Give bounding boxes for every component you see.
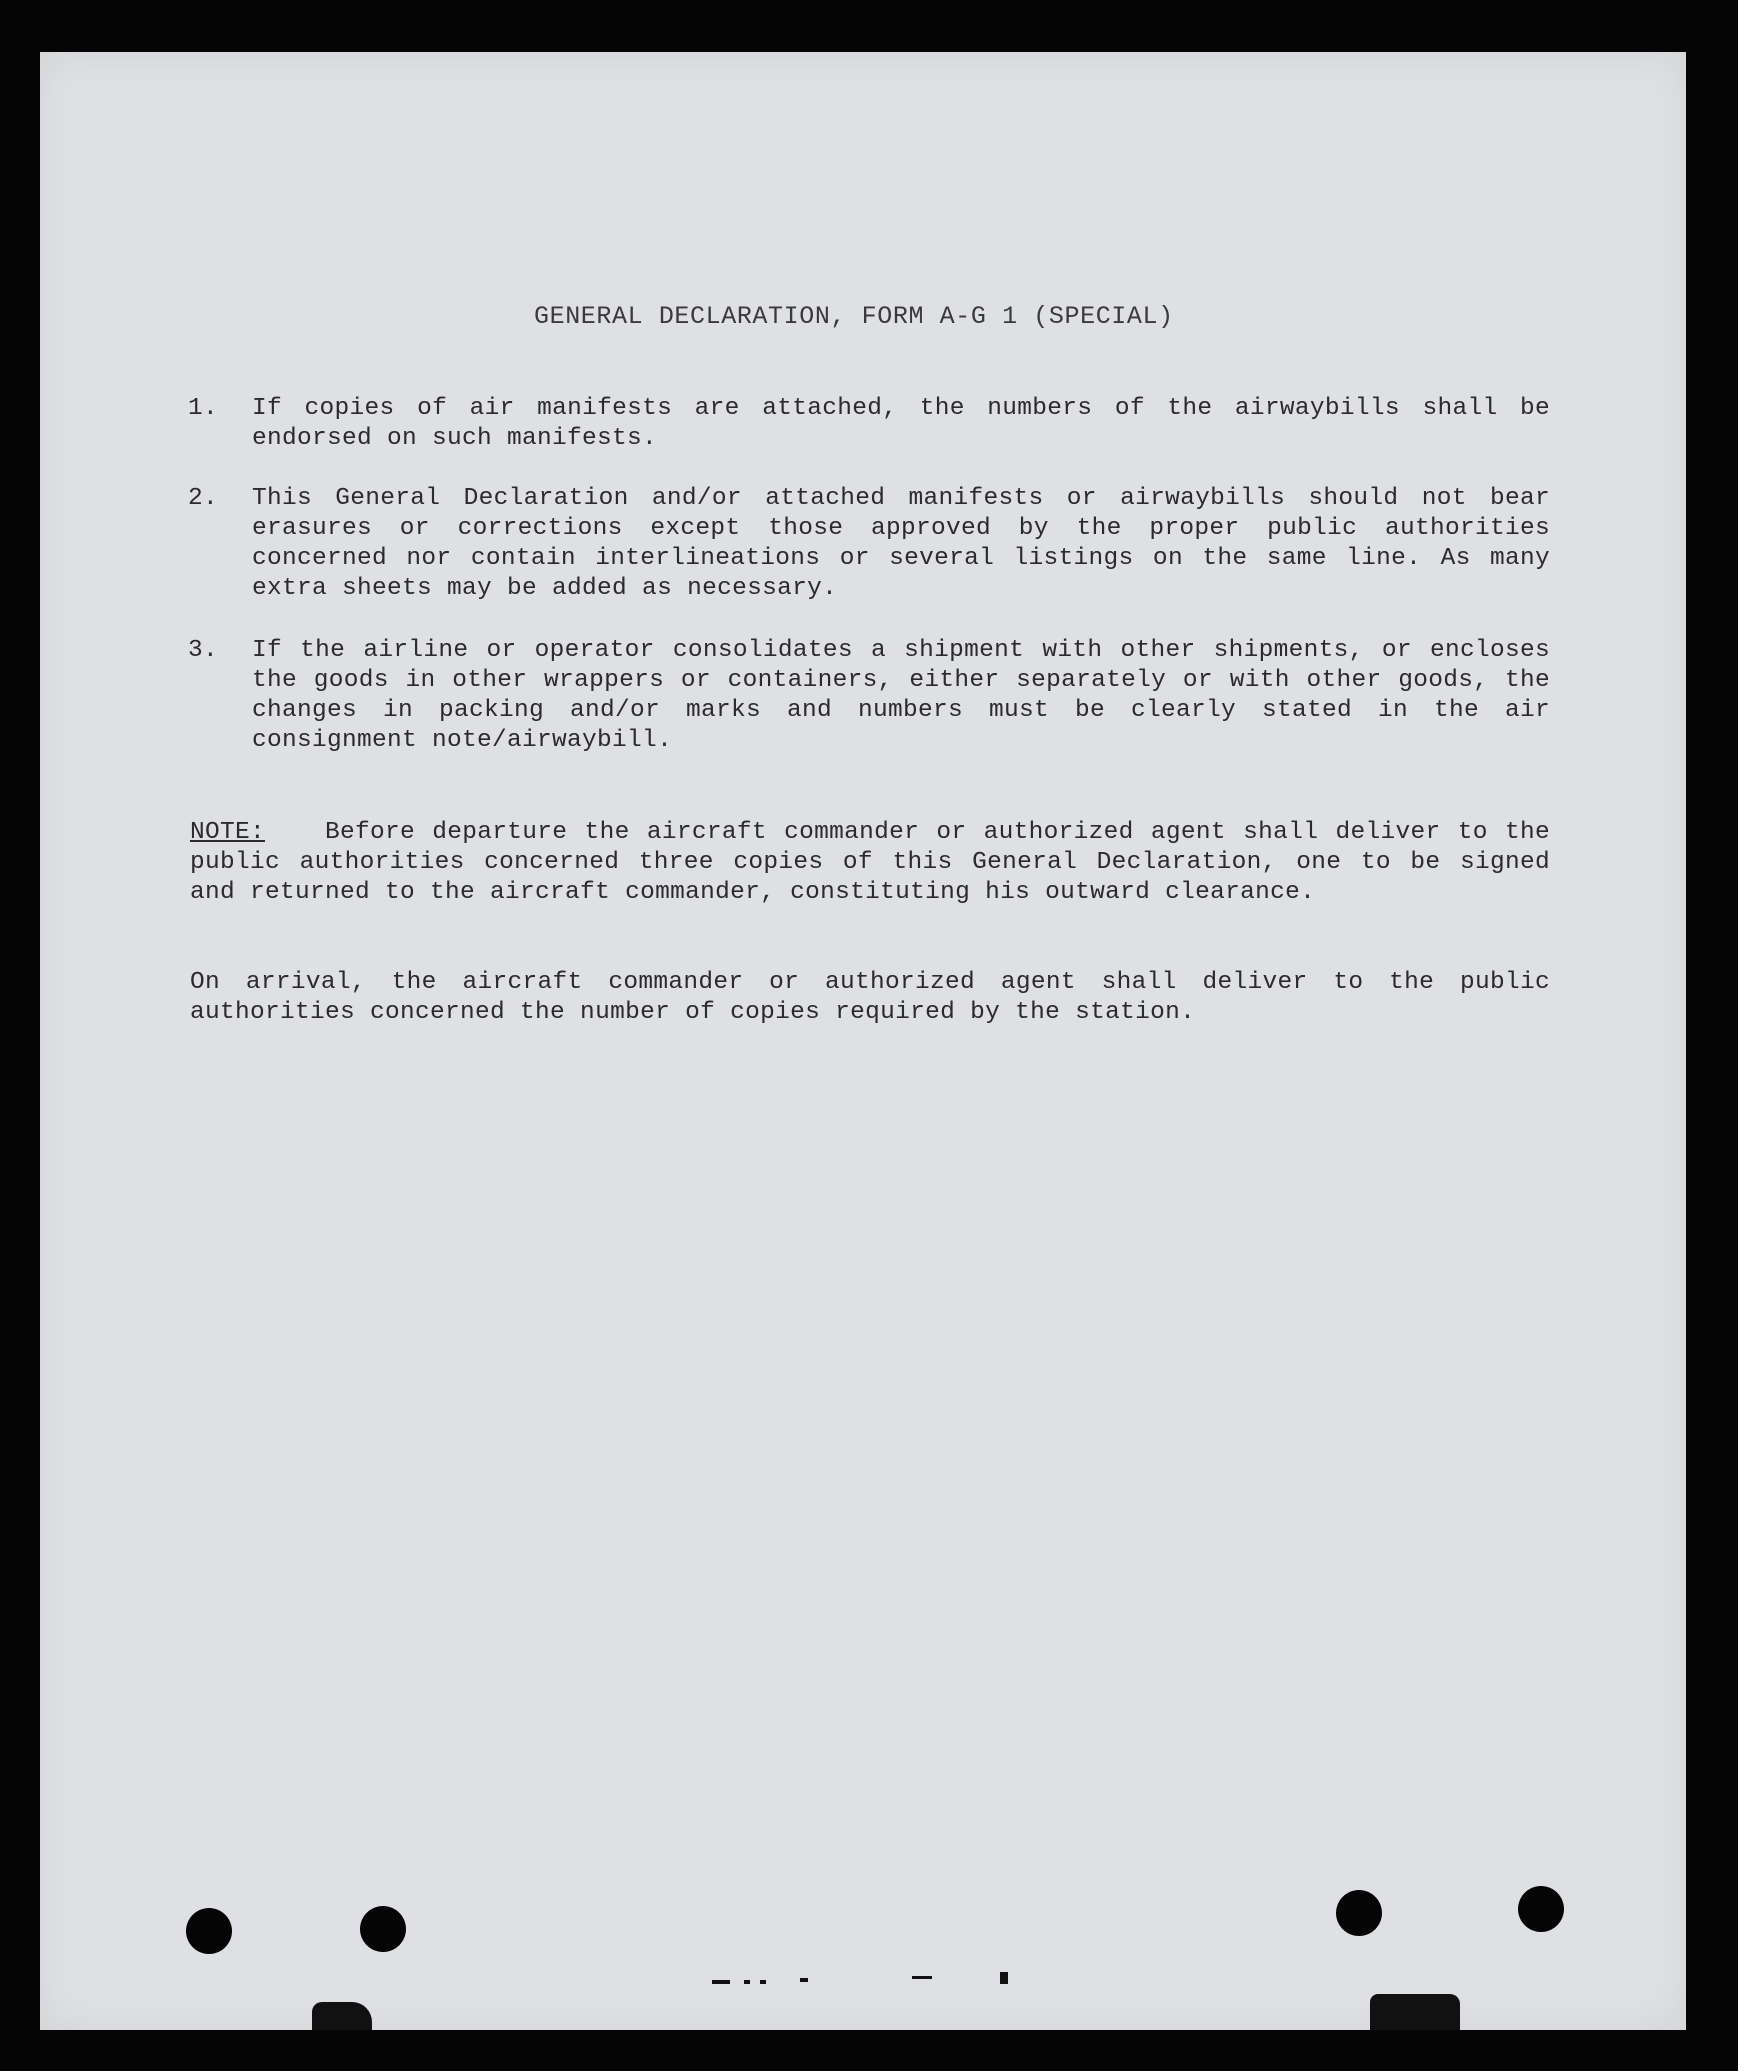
note-text: Before departure the aircraft commander or authorized agent shall deliver to the public authorities concerned three copies of this General Declaration, one to be signed and returned to the aircraft commander, constituting his outward clearance. [190, 819, 1550, 906]
scan-mark [1000, 1972, 1008, 1984]
torn-corner [1370, 1994, 1460, 2030]
item-text: This General Declaration and/or attached manifests or airwaybills should not bear erasures or corrections except those approved by the proper public authorities concerned nor contain interlineations or several listings on the same line. As many extra sheets may be added as necessary. [252, 485, 1550, 602]
punch-hole [186, 1908, 232, 1954]
item-number: 1. [188, 395, 219, 422]
item-number: 3. [188, 637, 219, 664]
item-number: 2. [188, 485, 219, 512]
item-text: If copies of air manifests are attached, the numbers of the airwaybills shall be endorsed on such manifests. [252, 395, 1550, 452]
torn-corner [312, 2002, 372, 2030]
punch-hole [1336, 1890, 1382, 1936]
item-text: If the airline or operator consolidates a shipment with other shipments, or encloses the goods in other wrappers or containers, either separately or with other goods, the changes in packing and/or marks and numbers must be clearly stated in the air consignment note/airwaybill. [252, 637, 1550, 754]
note-label: NOTE: [190, 819, 266, 846]
punch-hole [360, 1906, 406, 1952]
scan-mark [744, 1980, 750, 1984]
scan-mark [760, 1980, 766, 1984]
arrival-paragraph: On arrival, the aircraft commander or authorized agent shall deliver to the public authorities concerned the number of copies required by the station. [190, 969, 1550, 1026]
scan-mark [800, 1978, 808, 1982]
scan-mark [712, 1980, 730, 1984]
document-title: GENERAL DECLARATION, FORM A-G 1 (SPECIAL) [534, 302, 1174, 331]
note-paragraph [190, 818, 1550, 908]
paper-sheet [40, 52, 1686, 2030]
scan-mark [912, 1976, 932, 1979]
punch-hole [1518, 1886, 1564, 1932]
